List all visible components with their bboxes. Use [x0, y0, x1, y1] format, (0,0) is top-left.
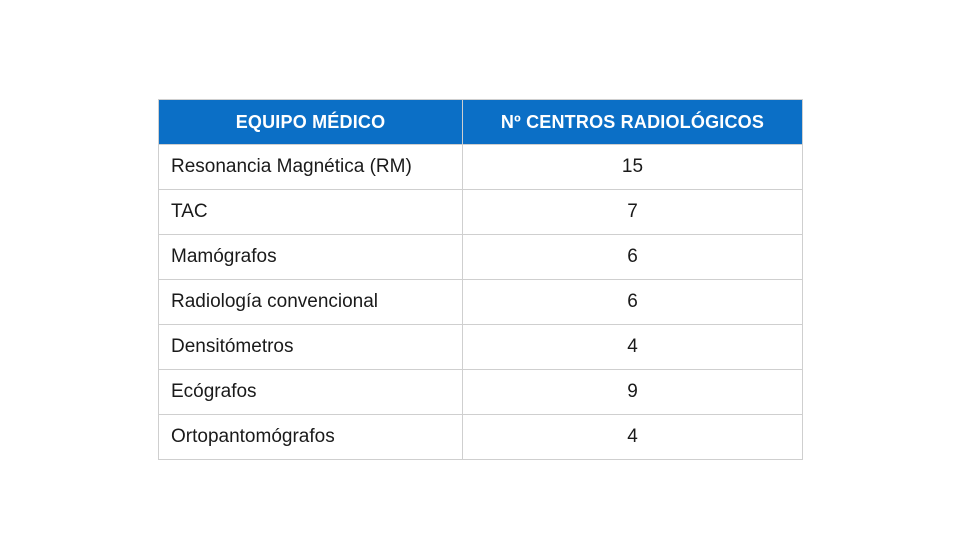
- equipo-cell: Radiología convencional: [159, 280, 463, 325]
- equipo-cell: Ecógrafos: [159, 370, 463, 415]
- table-row: [159, 415, 803, 460]
- equipment-table: [158, 99, 803, 460]
- header-centros-radiologicos: Nº CENTROS RADIOLÓGICOS: [463, 100, 803, 145]
- equipo-cell: Densitómetros: [159, 325, 463, 370]
- centros-cell: 4: [463, 325, 803, 370]
- table-row: [159, 280, 803, 325]
- table-row: [159, 235, 803, 280]
- centros-cell: 15: [463, 145, 803, 190]
- table-row: [159, 370, 803, 415]
- centros-cell: 6: [463, 235, 803, 280]
- header-equipo-medico: EQUIPO MÉDICO: [159, 100, 463, 145]
- equipo-cell: Resonancia Magnética (RM): [159, 145, 463, 190]
- centros-cell: 6: [463, 280, 803, 325]
- table-row: [159, 325, 803, 370]
- centros-cell: 4: [463, 415, 803, 460]
- centros-cell: 7: [463, 190, 803, 235]
- table-row: [159, 190, 803, 235]
- equipo-cell: TAC: [159, 190, 463, 235]
- centros-cell: 9: [463, 370, 803, 415]
- equipo-cell: Ortopantomógrafos: [159, 415, 463, 460]
- equipment-table-container: [158, 99, 802, 460]
- table-row: [159, 145, 803, 190]
- table-header-row: [159, 100, 803, 145]
- equipo-cell: Mamógrafos: [159, 235, 463, 280]
